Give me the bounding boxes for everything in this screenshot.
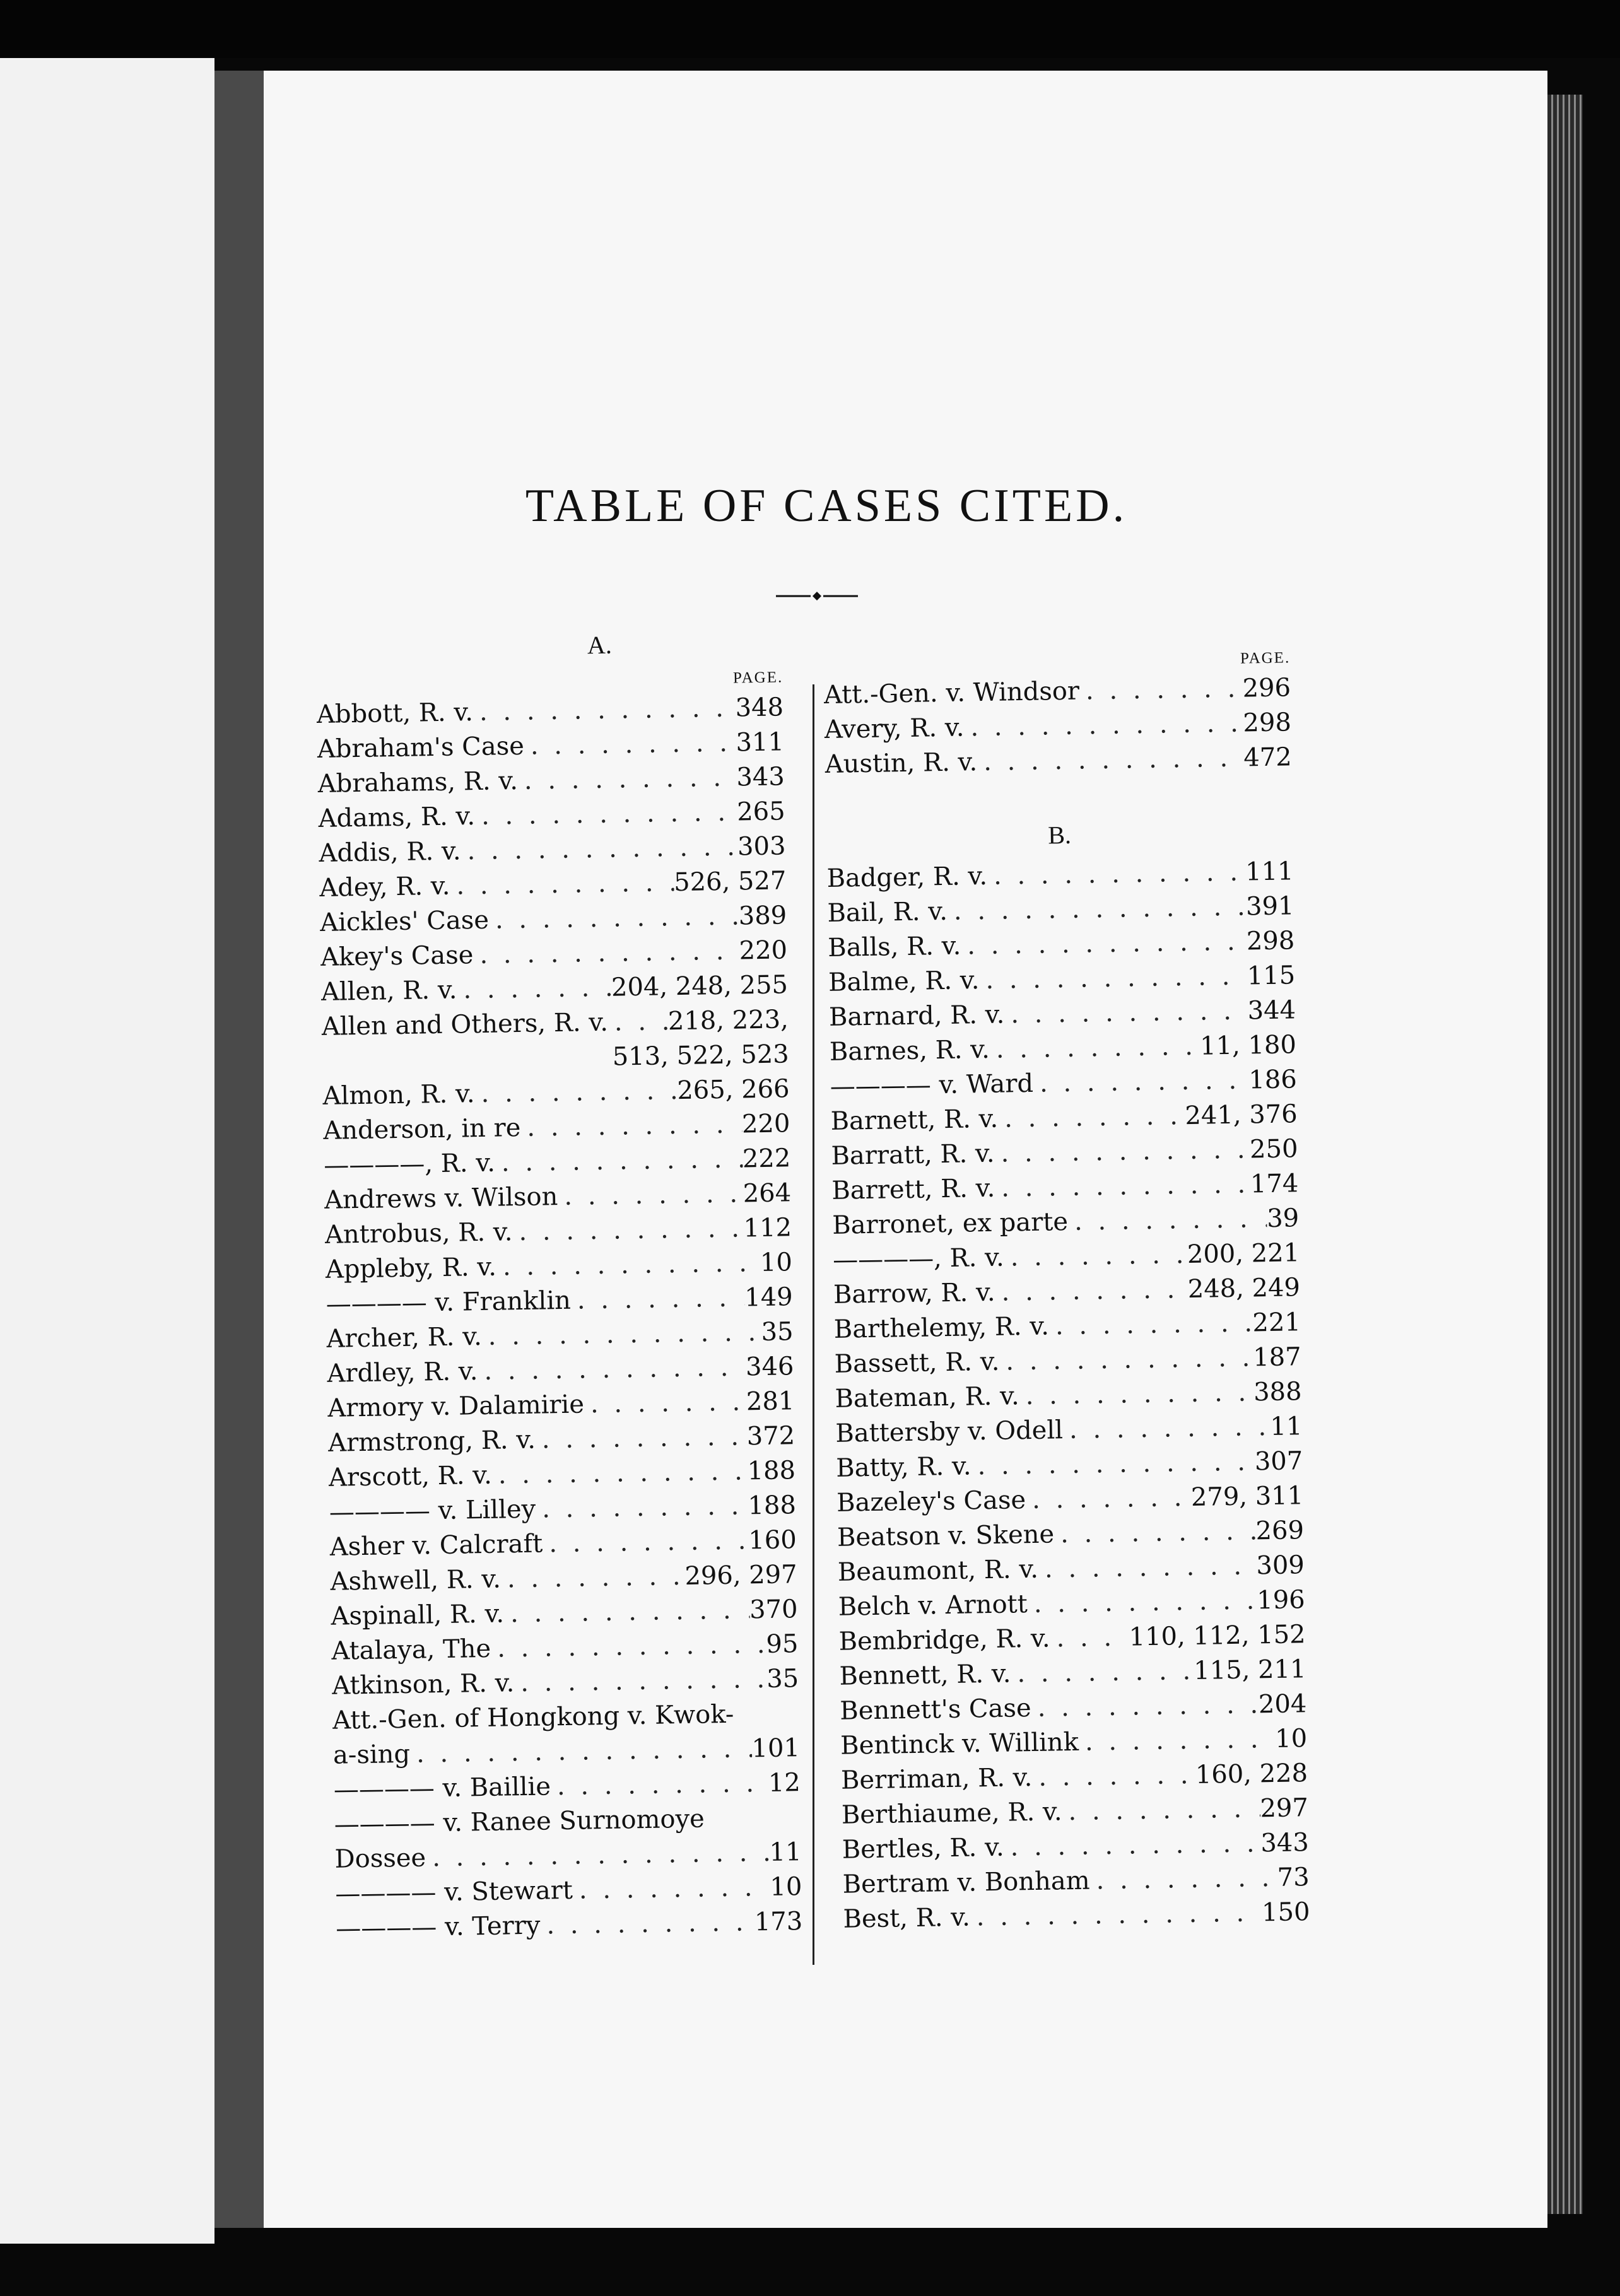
dot-leader	[500, 1559, 684, 1597]
scan-top-strip	[0, 0, 1620, 58]
dot-leader	[570, 1280, 744, 1318]
dot-leader	[1079, 672, 1243, 709]
case-pages: 11, 180	[1199, 1030, 1297, 1061]
case-pages: 297	[1260, 1793, 1309, 1824]
dot-leader	[584, 1385, 747, 1422]
dot-leader	[1027, 1583, 1257, 1622]
case-pages: 204, 248, 255	[611, 970, 789, 1002]
case-pages: 311	[736, 727, 785, 758]
page-title: TABLE OF CASES CITED.	[525, 480, 1128, 532]
case-pages: 343	[736, 762, 785, 792]
case-pages: 187	[1252, 1342, 1301, 1373]
case-name: Berriman, R. v.	[840, 1763, 1033, 1795]
case-name: Allen and Others, R. v.	[321, 1007, 609, 1041]
case-pages: 391	[1245, 891, 1294, 922]
case-name: Avery, R. v.	[824, 713, 965, 744]
case-pages: 101	[751, 1733, 801, 1764]
dot-leader	[998, 1099, 1185, 1137]
case-pages: 388	[1253, 1377, 1302, 1407]
case-name: ———— v. Stewart	[335, 1875, 573, 1909]
dot-leader	[1054, 1514, 1256, 1552]
case-pages: 265	[736, 797, 785, 827]
case-name: Badger, R. v.	[826, 861, 988, 893]
case-name: Barronet, ex parte	[831, 1207, 1069, 1240]
case-pages: 173	[754, 1907, 803, 1937]
case-name: Bail, R. v.	[827, 896, 948, 928]
case-pages: 35	[761, 1317, 794, 1347]
dot-leader	[979, 959, 1247, 999]
case-pages: 150	[1261, 1897, 1310, 1928]
case-pages: 149	[744, 1282, 794, 1313]
case-pages: 160	[748, 1525, 797, 1555]
dot-leader	[1062, 1791, 1260, 1829]
section-letter-a: A.	[587, 630, 613, 660]
case-pages: 11	[769, 1837, 802, 1867]
dot-leader	[1050, 1620, 1129, 1656]
case-pages: 248, 249	[1187, 1273, 1301, 1304]
case-pages: 343	[1260, 1828, 1310, 1858]
case-name: Andrews v. Wilson	[324, 1182, 558, 1215]
dot-leader	[964, 706, 1243, 746]
case-pages: 222	[742, 1144, 791, 1174]
case-name: Almon, R. v.	[322, 1079, 475, 1111]
case-pages: 296, 297	[684, 1560, 797, 1591]
dot-leader	[971, 1444, 1255, 1484]
dot-leader	[1011, 1654, 1194, 1692]
case-name: Asher v. Calcraft	[329, 1529, 543, 1562]
case-name: Armory v. Dalamirie	[327, 1390, 585, 1423]
dot-leader	[608, 1004, 668, 1040]
dot-leader	[478, 1350, 746, 1389]
dot-leader	[457, 971, 611, 1008]
case-name: Barrett, R. v.	[831, 1173, 995, 1205]
case-name: Archer, R. v.	[326, 1321, 483, 1354]
case-name: Beatson v. Skene	[836, 1520, 1055, 1552]
right-entry-list	[826, 854, 1310, 1936]
case-pages: 220	[741, 1109, 790, 1139]
case-name: Att.-Gen. v. Windsor	[823, 676, 1080, 710]
case-name: Abrahams, R. v.	[317, 766, 519, 799]
dot-leader	[550, 1766, 768, 1804]
right-top-entry-list	[824, 671, 1293, 782]
case-name: Balme, R. v.	[828, 966, 980, 997]
case-pages: 344	[1247, 995, 1296, 1026]
case-pages: 250	[1249, 1134, 1298, 1164]
case-pages: 372	[746, 1421, 795, 1451]
case-name: Beaumont, R. v.	[837, 1554, 1039, 1587]
dot-leader	[947, 890, 1246, 929]
dot-leader	[1068, 1202, 1267, 1239]
dot-leader	[481, 1315, 761, 1354]
case-name: Anderson, in re	[323, 1113, 521, 1145]
case-name: Addis, R. v.	[319, 836, 461, 868]
case-name: a-sing	[332, 1739, 411, 1770]
dot-leader	[989, 1029, 1200, 1067]
case-pages: 348	[735, 693, 784, 723]
dot-leader	[461, 830, 737, 869]
right-column	[823, 645, 1310, 1936]
case-pages: 186	[1248, 1065, 1298, 1095]
spacer	[705, 1825, 801, 1827]
case-name: Adey, R. v.	[319, 871, 450, 903]
case-pages: 279, 311	[1190, 1481, 1304, 1513]
dot-leader	[1004, 994, 1248, 1033]
case-pages: 269	[1255, 1516, 1305, 1546]
case-name: Bentinck v. Willink	[840, 1727, 1079, 1760]
spacer	[322, 1065, 613, 1070]
case-name: Atkinson, R. v.	[331, 1668, 515, 1701]
page-edges	[1547, 95, 1583, 2214]
left-column	[315, 623, 803, 1946]
dot-leader	[540, 1905, 754, 1943]
case-pages: 298	[1246, 926, 1295, 956]
dot-leader	[994, 1132, 1250, 1171]
case-pages: 174	[1250, 1169, 1299, 1199]
case-pages: 204	[1258, 1689, 1307, 1719]
case-pages: 389	[738, 901, 787, 931]
case-name: Barthelemy, R. v.	[833, 1311, 1050, 1344]
left-page-leaf	[0, 58, 214, 2244]
dot-leader	[1031, 1687, 1259, 1726]
case-pages: 35	[766, 1664, 799, 1694]
dot-leader	[450, 865, 674, 904]
case-pages: 111	[1245, 857, 1294, 887]
case-name: Allen, R. v.	[320, 975, 457, 1007]
case-name: Barnard, R. v.	[828, 1000, 1005, 1032]
case-name: Atalaya, The	[331, 1634, 491, 1666]
dot-leader	[1026, 1480, 1192, 1518]
case-name: Ardley, R. v.	[327, 1357, 478, 1388]
case-pages: 115	[1247, 961, 1296, 991]
dot-leader	[1004, 1826, 1261, 1865]
case-pages: 220	[739, 935, 788, 966]
case-name: Appleby, R. v.	[325, 1252, 497, 1284]
case-name: Bazeley's Case	[836, 1485, 1026, 1518]
case-entry	[843, 1895, 1310, 1937]
dot-leader	[473, 691, 736, 730]
case-pages: 281	[746, 1386, 795, 1417]
spacer	[734, 1721, 800, 1723]
case-name: ———— v. Ranee Surnomoye	[334, 1804, 705, 1839]
dot-leader	[517, 761, 736, 799]
case-pages: 10	[760, 1248, 793, 1278]
page-column-heading: PAGE.	[1240, 649, 1291, 667]
dot-leader	[512, 1211, 744, 1250]
case-pages: 307	[1254, 1446, 1303, 1477]
case-pages: 264	[742, 1178, 792, 1209]
case-name: Abraham's Case	[317, 731, 525, 764]
case-pages: 346	[745, 1352, 794, 1382]
case-name: Bembridge, R. v.	[838, 1624, 1050, 1656]
book-gutter	[214, 71, 264, 2228]
dot-leader	[524, 726, 736, 764]
dot-leader	[572, 1870, 770, 1908]
dot-leader	[1063, 1410, 1271, 1448]
case-name: Bateman, R. v.	[835, 1381, 1019, 1414]
case-pages: 298	[1243, 708, 1292, 738]
case-pages: 218, 223,	[667, 1005, 789, 1036]
case-pages: 472	[1243, 742, 1293, 773]
case-pages: 265, 266	[677, 1074, 790, 1106]
dot-leader	[1019, 1375, 1253, 1414]
dot-leader	[999, 1340, 1253, 1379]
dot-leader	[496, 1246, 760, 1285]
case-name: ———— v. Franklin	[326, 1286, 572, 1319]
dot-leader	[536, 1489, 748, 1526]
dot-leader	[474, 1074, 678, 1111]
dot-leader	[970, 1895, 1262, 1935]
case-name: ————, R. v.	[832, 1243, 1005, 1275]
dot-leader	[1048, 1306, 1252, 1344]
case-pages: 196	[1256, 1585, 1306, 1615]
dot-leader	[1033, 1063, 1249, 1101]
dot-leader	[514, 1662, 767, 1701]
case-pages: 296	[1242, 673, 1291, 703]
case-pages: 10	[1274, 1724, 1308, 1754]
case-pages: 95	[766, 1629, 799, 1659]
case-name: Austin, R. v.	[825, 747, 978, 779]
case-name: Arscott, R. v.	[328, 1460, 493, 1492]
case-name: Belch v. Arnott	[838, 1590, 1028, 1622]
dot-leader	[1038, 1549, 1257, 1586]
case-pages: 73	[1277, 1863, 1310, 1892]
left-entry-list	[317, 690, 803, 1946]
case-name: ————, R. v.	[323, 1148, 496, 1180]
dot-leader	[473, 934, 739, 973]
case-name: Barnes, R. v.	[829, 1034, 990, 1067]
case-name: Berthiaume, R. v.	[841, 1797, 1062, 1830]
dot-leader	[987, 855, 1246, 894]
dot-leader	[520, 1107, 742, 1145]
case-pages: 160, 228	[1195, 1759, 1308, 1789]
dot-leader	[1004, 1238, 1187, 1275]
case-name: Bertram v. Bonham	[842, 1866, 1090, 1899]
case-name: ———— v. Lilley	[329, 1494, 536, 1527]
case-name: ———— v. Ward	[830, 1069, 1034, 1101]
case-pages: 115, 211	[1193, 1655, 1306, 1685]
case-pages: 188	[748, 1491, 797, 1521]
dot-leader	[491, 1627, 766, 1666]
case-name: Adams, R. v.	[318, 802, 476, 833]
case-pages: 110, 112, 152	[1129, 1620, 1306, 1652]
case-pages: 188	[747, 1456, 796, 1486]
case-pages: 39	[1266, 1204, 1300, 1234]
dot-leader	[535, 1419, 747, 1457]
dot-leader	[995, 1272, 1188, 1310]
case-name: Antrobus, R. v.	[324, 1217, 513, 1250]
dot-leader	[495, 1142, 742, 1180]
case-pages: 221	[1252, 1308, 1301, 1338]
case-name: Bennett, R. v.	[839, 1659, 1011, 1691]
case-pages: 200, 221	[1187, 1238, 1300, 1270]
dot-leader	[426, 1836, 770, 1876]
case-name: Akey's Case	[320, 940, 474, 972]
case-name: Dossee	[334, 1843, 426, 1874]
case-pages: 303	[737, 831, 786, 862]
case-name: Aickles' Case	[319, 905, 490, 937]
case-name: Batty, R. v.	[835, 1451, 971, 1483]
case-name: Ashwell, R. v.	[330, 1564, 502, 1596]
title-ornament	[776, 590, 858, 602]
case-name: Abbott, R. v.	[316, 698, 474, 729]
case-name: Bassett, R. v.	[834, 1347, 1000, 1379]
dot-leader	[1032, 1758, 1196, 1795]
dot-leader	[977, 741, 1244, 780]
section-letter-b: B.	[1047, 820, 1072, 850]
case-name: Armstrong, R. v.	[327, 1425, 536, 1458]
page-column-heading: PAGE.	[732, 669, 784, 687]
dot-leader	[491, 1454, 748, 1492]
case-name: Battersby v. Odell	[835, 1415, 1064, 1448]
dot-leader	[410, 1731, 752, 1772]
column-divider	[813, 684, 814, 1965]
case-pages: 112	[743, 1213, 792, 1243]
dot-leader	[961, 925, 1247, 964]
case-name: Bennett's Case	[839, 1694, 1031, 1726]
dot-leader	[558, 1176, 743, 1214]
case-name: Barnett, R. v.	[830, 1104, 999, 1136]
case-name: Bertles, R. v.	[842, 1832, 1004, 1865]
dot-leader	[504, 1593, 750, 1631]
case-name: Balls, R. v.	[827, 931, 961, 963]
case-pages: 10	[770, 1872, 802, 1902]
case-name: ———— v. Terry	[335, 1911, 541, 1943]
case-name: Att.-Gen. of Hongkong v. Kwok-	[332, 1699, 734, 1735]
dot-leader	[489, 899, 739, 938]
case-pages: 513, 522, 523	[612, 1040, 789, 1072]
case-name: Barratt, R. v.	[831, 1139, 995, 1171]
dot-leader	[1089, 1861, 1277, 1899]
case-pages: 241, 376	[1185, 1099, 1298, 1131]
case-entry	[333, 1766, 801, 1808]
case-name: Best, R. v.	[843, 1902, 971, 1934]
dot-leader	[995, 1167, 1251, 1205]
case-name: ———— v. Baillie	[333, 1772, 551, 1805]
case-pages: 11	[1270, 1412, 1303, 1442]
case-name: Barrow, R. v.	[833, 1277, 995, 1309]
case-pages: 370	[749, 1595, 798, 1625]
dot-leader	[543, 1523, 749, 1561]
dot-leader	[1078, 1722, 1275, 1760]
case-pages: 309	[1256, 1550, 1305, 1581]
case-pages: 12	[768, 1768, 801, 1798]
case-entry	[336, 1904, 803, 1947]
dot-leader	[475, 795, 737, 835]
case-pages: 526, 527	[673, 866, 787, 898]
case-entry	[825, 740, 1292, 782]
case-name: Aspinall, R. v.	[331, 1599, 505, 1631]
